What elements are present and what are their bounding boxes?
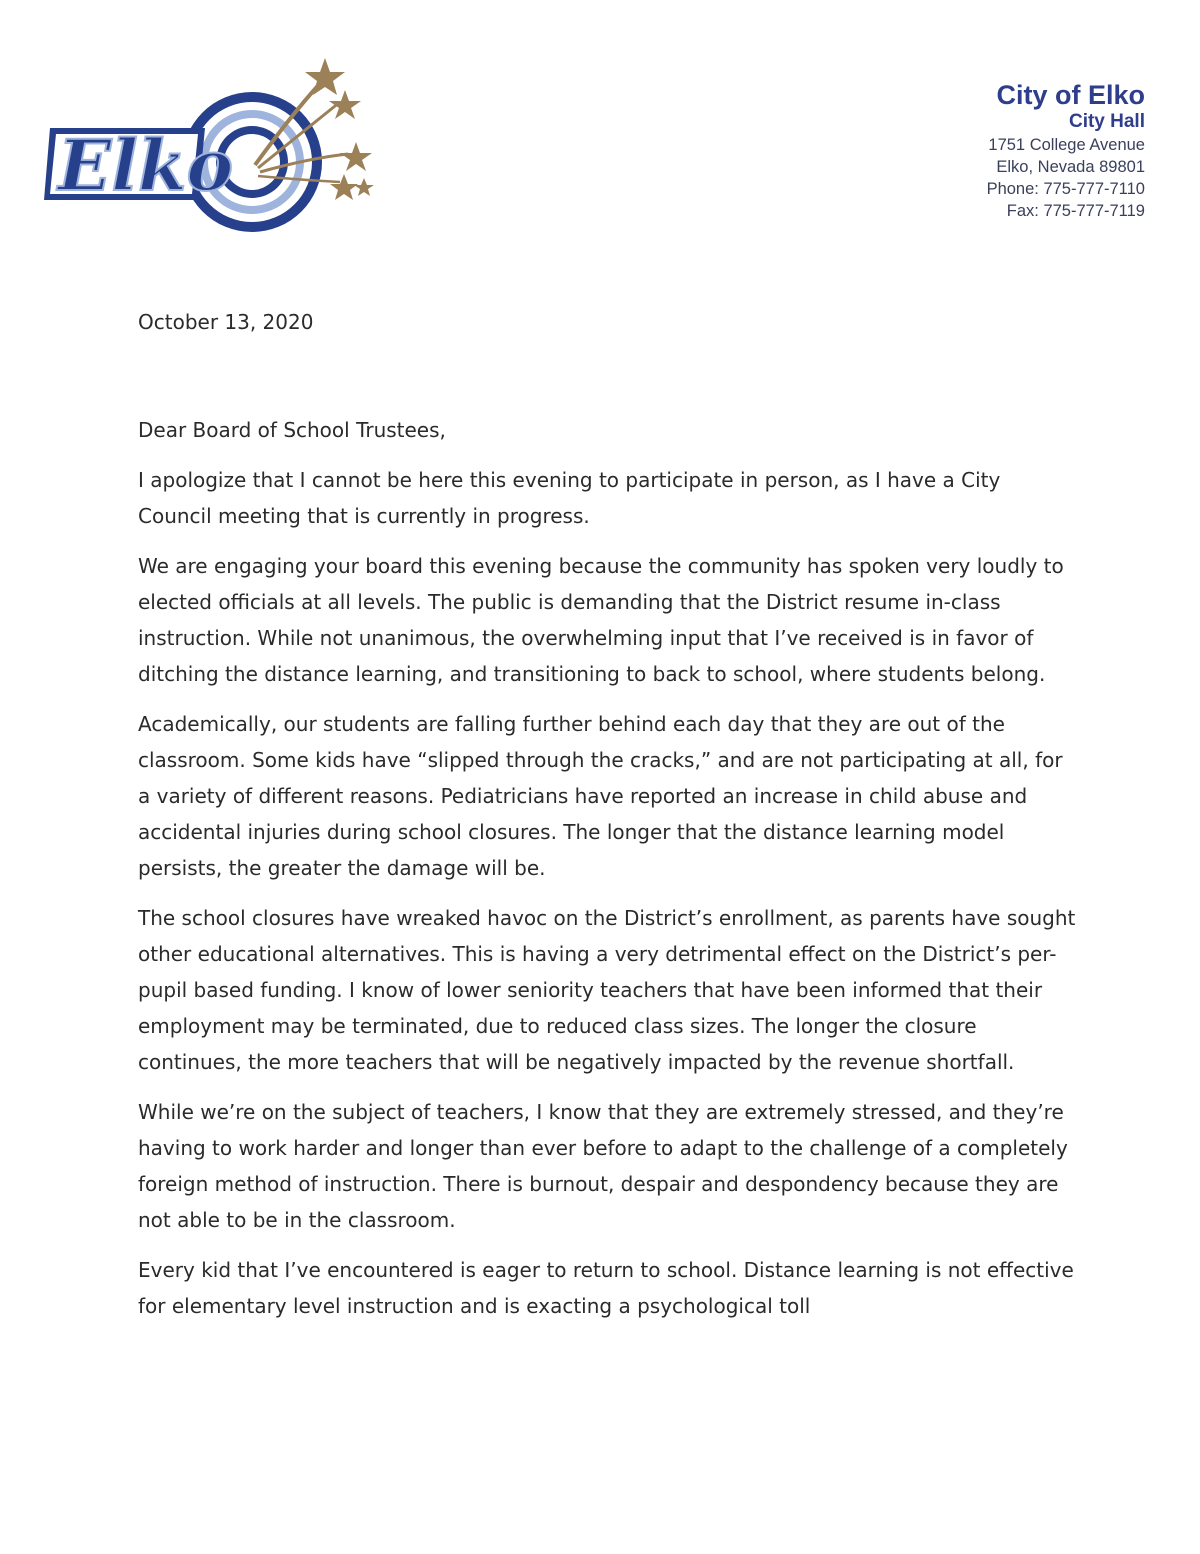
letterhead-address-line1: 1751 College Avenue: [988, 136, 1145, 154]
logo-wordmark: Elko: [58, 124, 234, 207]
star-icon: [329, 90, 361, 119]
letterhead-org-name: City of Elko: [996, 80, 1145, 110]
letter-date: October 13, 2020: [138, 310, 314, 334]
letterhead-department: City Hall: [1068, 111, 1145, 132]
letterhead-address-line2: Elko, Nevada 89801: [996, 158, 1145, 176]
elko-logo: [40, 50, 380, 240]
letter-paragraph: Academically, our students are falling further behind each day that they are out of the classroom. Some kids have “slipped through the cracks,” and are not participating at all, for a variety of different reasons. Pediatricians have reported an increase in child abuse and accidental injuries during school closures. The longer that the distance learning model persists, the greater the damage will be.: [138, 712, 1063, 880]
letter-paragraph: While we’re on the subject of teachers, I know that they are extremely stressed, and they’re having to work harder and longer than ever before to adapt to the challenge of a completely foreign method of instruction. There is burnout, despair and despondency because they are not able to be in the classroom.: [138, 1100, 1068, 1232]
letterhead: [987, 80, 1145, 222]
star-icon: [354, 178, 374, 196]
letter-paragraph: Every kid that I’ve encountered is eager to return to school. Distance learning is not effective for elementary level instruction and is exacting a psychological toll: [138, 1258, 1074, 1318]
letter-paragraph: We are engaging your board this evening because the community has spoken very loudly to elected officials at all levels. The public is demanding that the District resume in-class instruction. While not unanimous, the overwhelming input that I’ve received is in favor of ditching the distance learning, and transitioning to back to school, where students belong.: [138, 554, 1064, 686]
star-icon: [305, 58, 345, 95]
letter-salutation: Dear Board of School Trustees,: [138, 418, 446, 442]
letter-body: [138, 462, 1078, 1338]
letter-paragraph: I apologize that I cannot be here this evening to participate in person, as I have a City Council meeting that is currently in progress.: [138, 468, 1001, 528]
letterhead-phone: Phone: 775-777-7110: [986, 180, 1145, 198]
star-icon: [340, 142, 372, 171]
letter-paragraph: The school closures have wreaked havoc on the District’s enrollment, as parents have sought other educational alternatives. This is having a very detrimental effect on the District’s per-pupil based funding. I know of lower seniority teachers that have been informed that their employment may be terminated, due to reduced class sizes. The longer the closure continues, the more teachers that will be negatively impacted by the revenue shortfall.: [138, 906, 1076, 1074]
letterhead-fax: Fax: 775-777-7119: [1006, 202, 1145, 220]
star-icon: [330, 174, 358, 200]
